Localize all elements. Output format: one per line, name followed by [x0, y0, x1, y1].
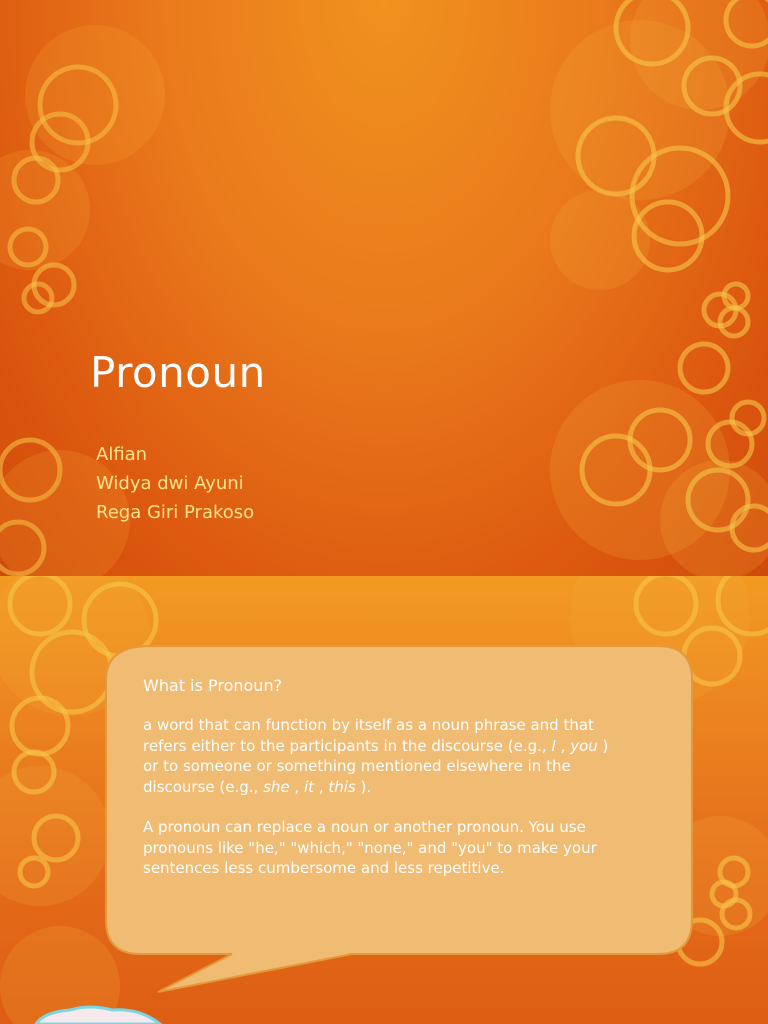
definition-tail: ).	[355, 777, 372, 796]
usage-paragraph: A pronoun can replace a noun or another pronoun. You use pronouns like "he," "which," "none," and "you" to make your sentences less cumbersome and less repetitive.	[143, 818, 597, 877]
slide-title: Pronoun	[90, 348, 266, 397]
example-word: I	[551, 736, 556, 755]
example-word: you	[570, 736, 598, 755]
definition-middle: ) or to someone or something mentioned elsewhere in the discourse (e.g.,	[143, 736, 609, 796]
example-word: she	[263, 777, 290, 796]
separator: ,	[314, 777, 329, 796]
definition-paragraph	[143, 715, 623, 797]
separator: ,	[289, 777, 304, 796]
definition-lead: a word that can function by itself as a noun phrase and that refers either to the participants in the discourse (e.g.,	[143, 716, 594, 755]
author-name: Rega Giri Prakoso	[96, 502, 255, 523]
example-word: it	[303, 777, 315, 796]
author-name: Alfian	[96, 444, 148, 465]
definition-text	[143, 676, 623, 899]
example-word: this	[328, 777, 356, 796]
author-name: Widya dwi Ayuni	[96, 473, 244, 494]
definition-heading: What is Pronoun?	[143, 676, 283, 695]
separator: ,	[555, 736, 571, 755]
